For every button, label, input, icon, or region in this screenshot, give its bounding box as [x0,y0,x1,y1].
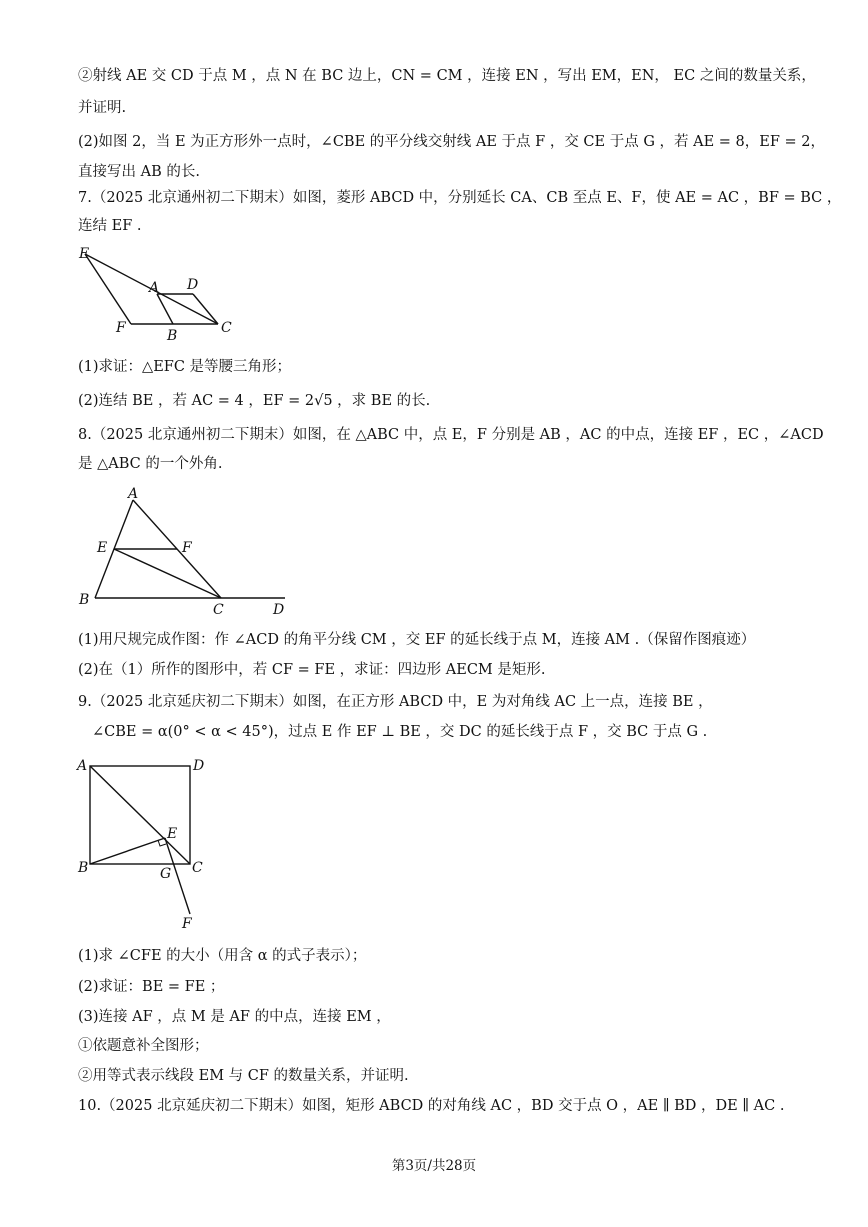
fig7-label-A: A [149,280,160,296]
problem6-part2-line1: ②射线 AE 交 CD 于点 M ，点 N 在 BC 边上，CN = CM ，连接 EN ，写出 EM，EN， EC 之间的数量关系， [78,68,816,84]
problem9-q2: (2)求证：BE = FE ； [78,979,225,995]
fig7-label-C: C [221,320,232,336]
problem8-stem-line2: 是 △ABC 的一个外角. [78,456,223,472]
problem7-stem-line2: 连结 EF . [78,218,142,234]
fig9-label-G: G [160,866,172,882]
problem8-q1: (1)用尺规完成作图：作 ∠ACD 的角平分线 CM ，交 EF 的延长线于点 M，连接 AM .（保留作图痕迹） [78,632,756,648]
problem9-q3: (3)连接 AF ，点 M 是 AF 的中点，连接 EM ， [78,1009,391,1025]
fig9-label-B: B [78,860,89,876]
problem9-stem-line2: ∠CBE = α(0° < α < 45°)，过点 E 作 EF ⊥ BE ，交 DC 的延长线于点 F ，交 BC 于点 G . [92,724,708,740]
problem7-q2: (2)连结 BE ，若 AC = 4 ，EF = 2√5 ，求 BE 的长. [78,393,431,409]
problem7-q1: (1)求证：△EFC 是等腰三角形； [78,359,292,375]
problem9-q3-sub2: ②用等式表示线段 EM 与 CF 的数量关系，并证明. [78,1068,409,1084]
problem6-q2-line1: (2)如图 2，当 E 为正方形外一点时，∠CBE 的平分线交射线 AE 于点 F ，交 CE 于点 G ，若 AE = 8，EF = 2， [78,134,826,150]
problem10-stem: 10.（2025 北京延庆初二下期末）如图，矩形 ABCD 的对角线 AC ，BD 交于点 O ，AE ∥ BD ，DE ∥ AC . [78,1098,785,1114]
problem6-part2-line2: 并证明. [78,100,127,116]
fig7-label-B: B [167,328,178,344]
problem8-stem-line1: 8.（2025 北京通州初二下期末）如图，在 △ABC 中，点 E，F 分别是 AB ，AC 的中点，连接 EF ，EC ，∠ACD [78,427,824,443]
fig9-label-F: F [182,916,192,932]
fig9-label-A: A [77,758,88,774]
fig8-label-F: F [182,540,192,556]
fig7-label-F: F [116,320,126,336]
problem8-q2: (2)在（1）所作的图形中，若 CF = FE ，求证：四边形 AECM 是矩形. [78,662,546,678]
problem9-q1: (1)求 ∠CFE 的大小（用含 α 的式子表示）； [78,948,367,964]
fig9-label-C: C [192,860,203,876]
fig8-label-B: B [79,592,90,608]
fig7-label-D: D [187,277,199,293]
problem7-stem-line1: 7.（2025 北京通州初二下期末）如图，菱形 ABCD 中，分别延长 CA、CB 至点 E、F，使 AE = AC ，BF = BC ， [78,190,842,206]
fig8-label-C: C [213,602,224,617]
fig7-label-E: E [79,246,90,262]
problem9-stem-line1: 9.（2025 北京延庆初二下期末）如图，在正方形 ABCD 中，E 为对角线 AC 上一点，连接 BE ， [78,694,713,710]
figure-problem9 [75,754,215,934]
fig8-label-A: A [128,486,139,502]
figure-problem7 [75,244,245,344]
problem6-q2-line2: 直接写出 AB 的长. [78,164,200,180]
fig9-label-E: E [167,826,178,842]
fig9-label-D: D [193,758,205,774]
fig8-label-D: D [273,602,285,617]
page-footer: 第3页/共28页 [391,1158,477,1174]
problem9-q3-sub1: ①依题意补全图形； [78,1038,209,1054]
fig8-label-E: E [97,540,108,556]
figure-problem8 [75,482,295,617]
